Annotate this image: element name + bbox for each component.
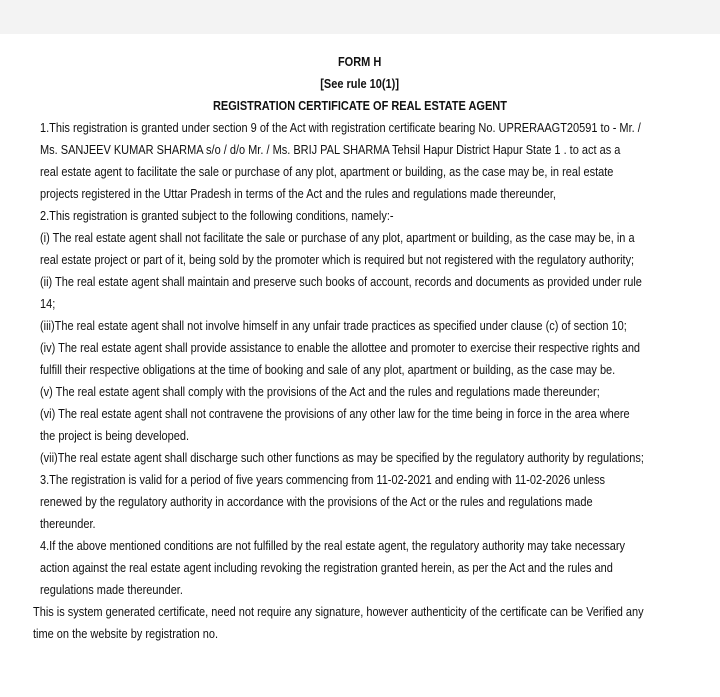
body-line [0,117,720,139]
line-text: renewed by the regulatory authority in accordance with the provisions of the Act or the rules and regulations made [40,494,593,509]
line-text: 14; [40,296,56,311]
line-text: (iv) The real estate agent shall provide assistance to enable the allottee and promoter to exercise their respective rights and [40,340,641,355]
line-text: 2.This registration is granted subject to the following conditions, namely:- [40,208,394,223]
line-text: (vii)The real estate agent shall discharge such other functions as may be specified by the regulatory authority by regulations; [40,450,644,465]
certificate-body [0,117,720,601]
line-text: (i) The real estate agent shall not facilitate the sale or purchase of any plot, apartment or building, as the case may be, in a [40,230,635,245]
body-line [0,513,720,535]
line-text: (ii) The real estate agent shall maintain and preserve such books of account, records and documents as provided under rule [40,274,642,289]
body-line [0,359,720,381]
rule-reference: [See rule 10(1)] [320,76,400,91]
body-line [0,293,720,315]
body-line [0,425,720,447]
line-text: (v) The real estate agent shall comply with the provisions of the Act and the rules and regulations made thereunder; [40,384,600,399]
line-text: the project is being developed. [40,428,190,443]
line-text: real estate project or part of it, being sold by the promoter which is required but not registered with the regulatory authority; [40,252,635,267]
body-line [0,579,720,601]
body-line [0,337,720,359]
body-line [0,491,720,513]
line-text: Ms. SANJEEV KUMAR SHARMA s/o / d/o Mr. / Ms. BRIJ PAL SHARMA Tehsil Hapur District Hapur State 1 . to act as a [40,142,621,157]
body-line [0,227,720,249]
line-text: 4.If the above mentioned conditions are not fulfilled by the real estate agent, the regulatory authority may take necessary [40,538,626,553]
body-line [0,315,720,337]
line-text: projects registered in the Uttar Pradesh in terms of the Act and the rules and regulations made thereunder, [40,186,556,201]
body-line [0,205,720,227]
line-text: 1.This registration is granted under section 9 of the Act with registration certificate bearing No. UPRERAAGT20591 to - Mr. / [40,120,641,135]
body-line [0,271,720,293]
body-line [0,139,720,161]
certificate-document [0,51,720,645]
footer-line [0,601,720,623]
body-line [0,469,720,491]
top-bar [0,0,720,34]
form-label: FORM H [338,54,382,69]
body-line [0,161,720,183]
body-line [0,183,720,205]
certificate-title: REGISTRATION CERTIFICATE OF REAL ESTATE AGENT [213,98,507,113]
body-line [0,447,720,469]
body-line [0,535,720,557]
line-text: action against the real estate agent including revoking the registration granted herein, as per the Act and the rules and [40,560,613,575]
line-text: (vi) The real estate agent shall not contravene the provisions of any other law for the time being in force in the area where [40,406,630,421]
line-text: (iii)The real estate agent shall not involve himself in any unfair trade practices as specified under clause (c) of section 10; [40,318,627,333]
line-text: regulations made thereunder. [40,582,183,597]
line-text: time on the website by registration no. [33,626,219,641]
body-line [0,557,720,579]
line-text: real estate agent to facilitate the sale or purchase of any plot, apartment or building, as the case may be, in real estate [40,164,614,179]
line-text: This is system generated certificate, need not require any signature, however authenticity of the certificate can be Verified any [33,604,644,619]
body-line [0,381,720,403]
line-text: fulfill their respective obligations at the time of booking and sale of any plot, apartment or building, as the case may be. [40,362,616,377]
certificate-footer [0,601,720,645]
footer-line [0,623,720,645]
line-text: thereunder. [40,516,96,531]
body-line [0,403,720,425]
body-line [0,249,720,271]
line-text: 3.The registration is valid for a period of five years commencing from 11-02-2021 and ending with 11-02-2026 unless [40,472,606,487]
